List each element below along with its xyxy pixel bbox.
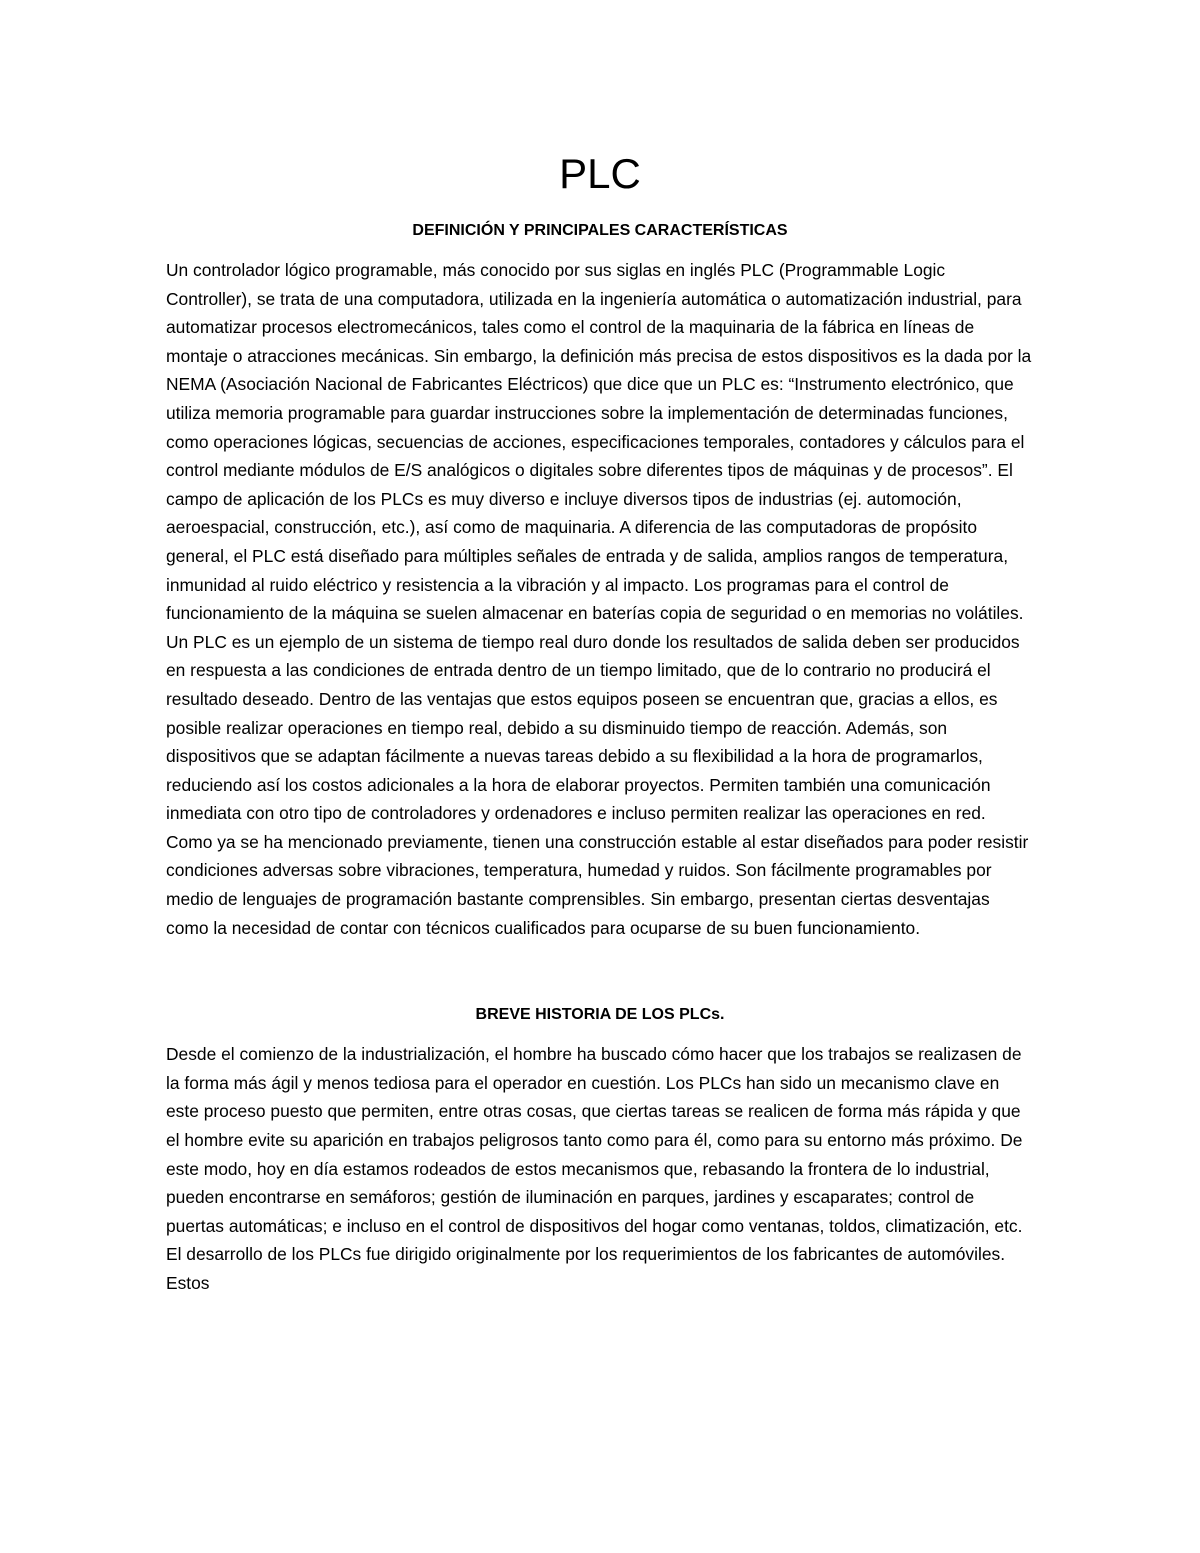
section-body-history: Desde el comienzo de la industrialización, el hombre ha buscado cómo hacer que los trabajos se realizasen de la forma más ágil y menos tediosa para el operador en cuestión. Los PLCs han sido un mecanismo clave en este proceso puesto que permiten, entre otras cosas, que ciertas tareas se realicen de forma más rápida y que el hombre evite su aparición en trabajos peligrosos tanto como para él, como para su entorno más próximo. De este modo, hoy en día estamos rodeados de estos mecanismos que, rebasando la frontera de lo industrial, pueden encontrarse en semáforos; gestión de iluminación en parques, jardines y escaparates; control de puertas automáticas; e incluso en el control de dispositivos del hogar como ventanas, toldos, climatización, etc. El desarrollo de los PLCs fue dirigido originalmente por los requerimientos de los fabricantes de automóviles. Estos bbox=[166, 1044, 1023, 1293]
document-page bbox=[166, 150, 1034, 1298]
section-body-definition: Un controlador lógico programable, más conocido por sus siglas en inglés PLC (Programmable Logic Controller), se trata de una computadora, utilizada en la ingeniería automática o automatización industrial, para automatizar procesos electromecánicos, tales como el control de la maquinaria de la fábrica en líneas de montaje o atracciones mecánicas. Sin embargo, la definición más precisa de estos dispositivos es la dada por la NEMA (Asociación Nacional de Fabricantes Eléctricos) que dice que un PLC es: “Instrumento electrónico, que utiliza memoria programable para guardar instrucciones sobre la implementación de determinadas funciones, como operaciones lógicas, secuencias de acciones, especificaciones temporales, contadores y cálculos para el control mediante módulos de E/S analógicos o digitales sobre diferentes tipos de máquinas y de procesos”. El campo de aplicación de los PLCs es muy diverso e incluye diversos tipos de industrias (ej. automoción, aeroespacial, construcción, etc.), así como de maquinaria. A diferencia de las computadoras de propósito general, el PLC está diseñado para múltiples señales de entrada y de salida, amplios rangos de temperatura, inmunidad al ruido eléctrico y resistencia a la vibración y al impacto. Los programas para el control de funcionamiento de la máquina se suelen almacenar en baterías copia de seguridad o en memorias no volátiles. Un PLC es un ejemplo de un sistema de tiempo real duro donde los resultados de salida deben ser producidos en respuesta a las condiciones de entrada dentro de un tiempo limitado, que de lo contrario no producirá el resultado deseado. Dentro de las ventajas que estos equipos poseen se encuentran que, gracias a ellos, es posible realizar operaciones en tiempo real, debido a su disminuido tiempo de reacción. Además, son dispositivos que se adaptan fácilmente a nuevas tareas debido a su flexibilidad a la hora de programarlos, reduciendo así los costos adicionales a la hora de elaborar proyectos. Permiten también una comunicación inmediata con otro tipo de controladores y ordenadores e incluso permiten realizar las operaciones en red. Como ya se ha mencionado previamente, tienen una construcción estable al estar diseñados para poder resistir condiciones adversas sobre vibraciones, temperatura, humedad y ruidos. Son fácilmente programables por medio de lenguajes de programación bastante comprensibles. Sin embargo, presentan ciertas desventajas como la necesidad de contar con técnicos cualificados para ocuparse de su buen funcionamiento. bbox=[166, 260, 1032, 938]
section-heading-history: BREVE HISTORIA DE LOS PLCs. bbox=[475, 1006, 725, 1024]
section-heading-definition: DEFINICIÓN Y PRINCIPALES CARACTERÍSTICAS bbox=[412, 222, 788, 239]
document-title: PLC bbox=[559, 150, 641, 197]
